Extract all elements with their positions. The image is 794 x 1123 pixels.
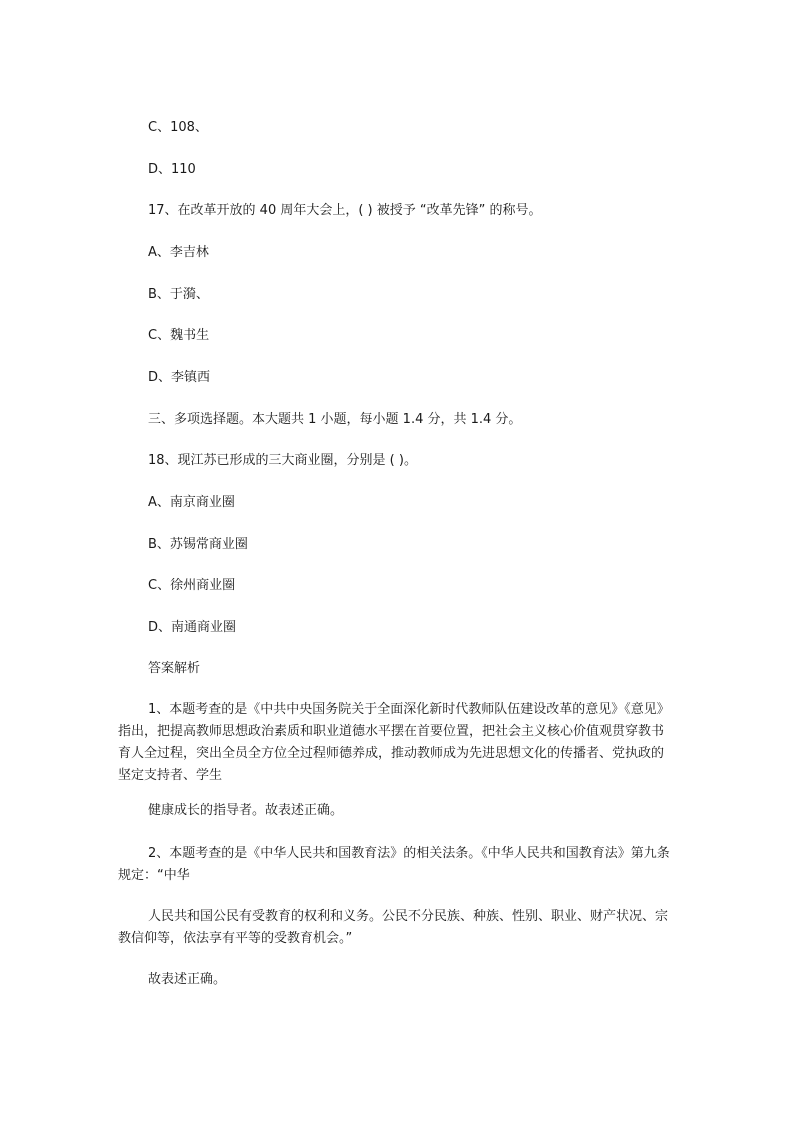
answer-2-continuation: 人民共和国公民有受教育的权利和义务。公民不分民族、种族、性别、职业、财产状况、宗教信仰等，依法享有平等的受教育机会。” — [118, 909, 669, 946]
q17-option-c: C、魏书生 — [148, 328, 210, 343]
q18-option-d: D、南通商业圈 — [148, 620, 237, 635]
section3-heading: 三、多项选择题。本大题共 1 小题，每小题 1.4 分，共 1.4 分。 — [148, 412, 522, 427]
q17-question: 17、在改革开放的 40 周年大会上，( ) 被授予 “改革先锋” 的称号。 — [148, 203, 542, 218]
answer-2-conclusion: 故表述正确。 — [148, 972, 227, 987]
answers-heading: 答案解析 — [148, 661, 201, 676]
q18-option-a: A、南京商业圈 — [148, 495, 235, 510]
q16-option-c: C、108、 — [148, 120, 208, 135]
q18-question: 18、现江苏已形成的三大商业圈，分别是 ( )。 — [148, 453, 417, 468]
q17-option-a: A、李吉林 — [148, 245, 209, 260]
answer-1-continuation: 健康成长的指导者。故表述正确。 — [148, 803, 344, 818]
q18-option-b: B、苏锡常商业圈 — [148, 537, 248, 552]
answer-2-paragraph: 2、本题考查的是《中华人民共和国教育法》的相关法条。《中华人民共和国教育法》第九条规定：“中华 — [118, 846, 670, 883]
q18-option-c: C、徐州商业圈 — [148, 578, 236, 593]
q17-option-d: D、李镇西 — [148, 370, 211, 385]
answer-1-paragraph: 1、本题考查的是《中共中央国务院关于全面深化新时代教师队伍建设改革的意见》《意见》指出，把提高教师思想政治素质和职业道德水平摆在首要位置，把社会主义核心价值观贯穿教书育人全过程，突出全员全方位全过程师德养成，推动教师成为先进思想文化的传播者、党执政的坚定支持者、学生 — [118, 702, 670, 783]
q17-option-b: B、于漪、 — [148, 287, 209, 302]
q16-option-d: D、110 — [148, 162, 196, 177]
